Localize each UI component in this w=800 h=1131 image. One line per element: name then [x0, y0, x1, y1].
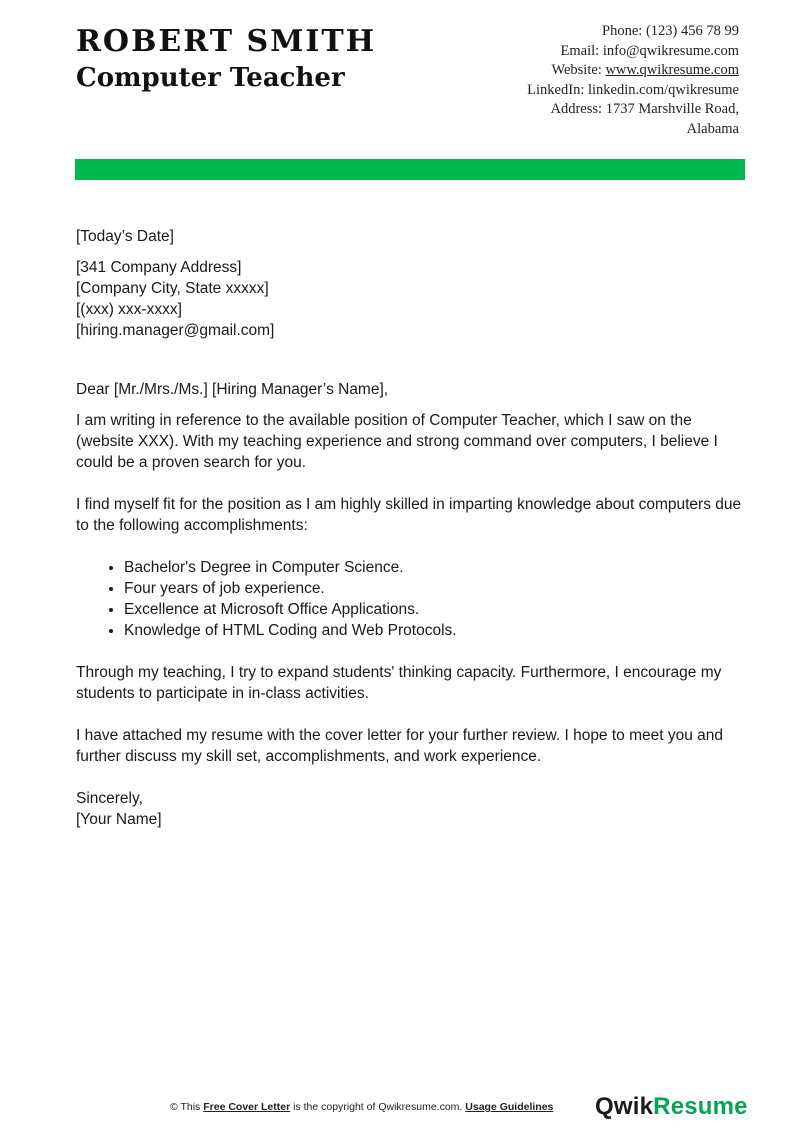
copyright-note [170, 1101, 553, 1113]
website-label: Website: [551, 62, 602, 78]
contact-address [527, 100, 739, 120]
logo-text-qwik: Qwik [595, 1093, 654, 1120]
list-item: • Bachelor's Degree in Computer Science. [124, 557, 746, 578]
footer [0, 1093, 800, 1123]
signature: [Your Name] [76, 811, 162, 828]
phone-label: Phone: [602, 23, 643, 39]
email-label: Email: [560, 42, 600, 59]
address-label: Address: [550, 101, 603, 117]
email-value[interactable]: info@qwikresume.com [602, 42, 739, 59]
usage-guidelines-link[interactable]: Usage Guidelines [465, 1101, 554, 1113]
paragraph-intro: I am writing in reference to the available position of Computer Teacher, which I saw on the (website XXX). With my teaching experience and strong command over computers, I believe I could be a proven search for you. [76, 412, 718, 471]
contact-phone [527, 22, 739, 42]
recipient-line: [(xxx) xxx-xxxx] [76, 301, 182, 318]
free-cover-letter-link[interactable]: Free Cover Letter [203, 1101, 291, 1113]
phone-value: (123) 456 78 99 [645, 23, 739, 39]
accomplishments-list [76, 557, 746, 641]
linkedin-value[interactable]: linkedin.com/qwikresume [587, 81, 739, 98]
letter-body [76, 226, 746, 830]
contact-website [527, 61, 739, 81]
copyright-text: is the copyright of Qwikresume.com. [293, 1101, 463, 1113]
job-title: Computer Teacher [76, 63, 345, 93]
copyright-prefix: © This [170, 1101, 201, 1113]
address-line1: 1737 Marshville Road, [605, 101, 739, 117]
contact-address-line2: Alabama [686, 120, 739, 137]
paragraph-fit: I find myself fit for the position as I am highly skilled in imparting knowledge about computers due to the following accomplishments: [76, 496, 742, 534]
paragraph-closing: I have attached my resume with the cover letter for your further review. I hope to meet you and further discuss my skill set, accomplishments, and work experience. [76, 727, 724, 765]
accent-divider [75, 159, 745, 180]
recipient-address [76, 257, 746, 341]
recipient-line: [hiring.manager@gmail.com] [76, 322, 275, 339]
recipient-line: [341 Company Address] [76, 259, 242, 276]
list-item: • Excellence at Microsoft Office Applications. [124, 599, 746, 620]
list-item: • Four years of job experience. [124, 578, 746, 599]
contact-linkedin [527, 81, 739, 101]
linkedin-label: LinkedIn: [527, 81, 585, 98]
qwikresume-logo[interactable] [595, 1093, 748, 1121]
contact-email [527, 42, 739, 62]
contact-block [527, 22, 739, 139]
logo-text-resume: Resume [653, 1093, 748, 1120]
recipient-line: [Company City, State xxxxx] [76, 280, 269, 297]
closing: Sincerely, [76, 790, 143, 807]
letter-date: [Today’s Date] [76, 228, 174, 245]
website-link[interactable]: www.qwikresume.com [605, 62, 739, 78]
list-item: • Knowledge of HTML Coding and Web Protocols. [124, 620, 746, 641]
salutation: Dear [Mr./Mrs./Ms.] [Hiring Manager’s Name], [76, 381, 389, 398]
applicant-name: ROBERT SMITH [76, 24, 377, 59]
header [76, 24, 376, 94]
paragraph-teaching: Through my teaching, I try to expand students' thinking capacity. Furthermore, I encourage my students to participate in in-class activities. [76, 664, 722, 702]
